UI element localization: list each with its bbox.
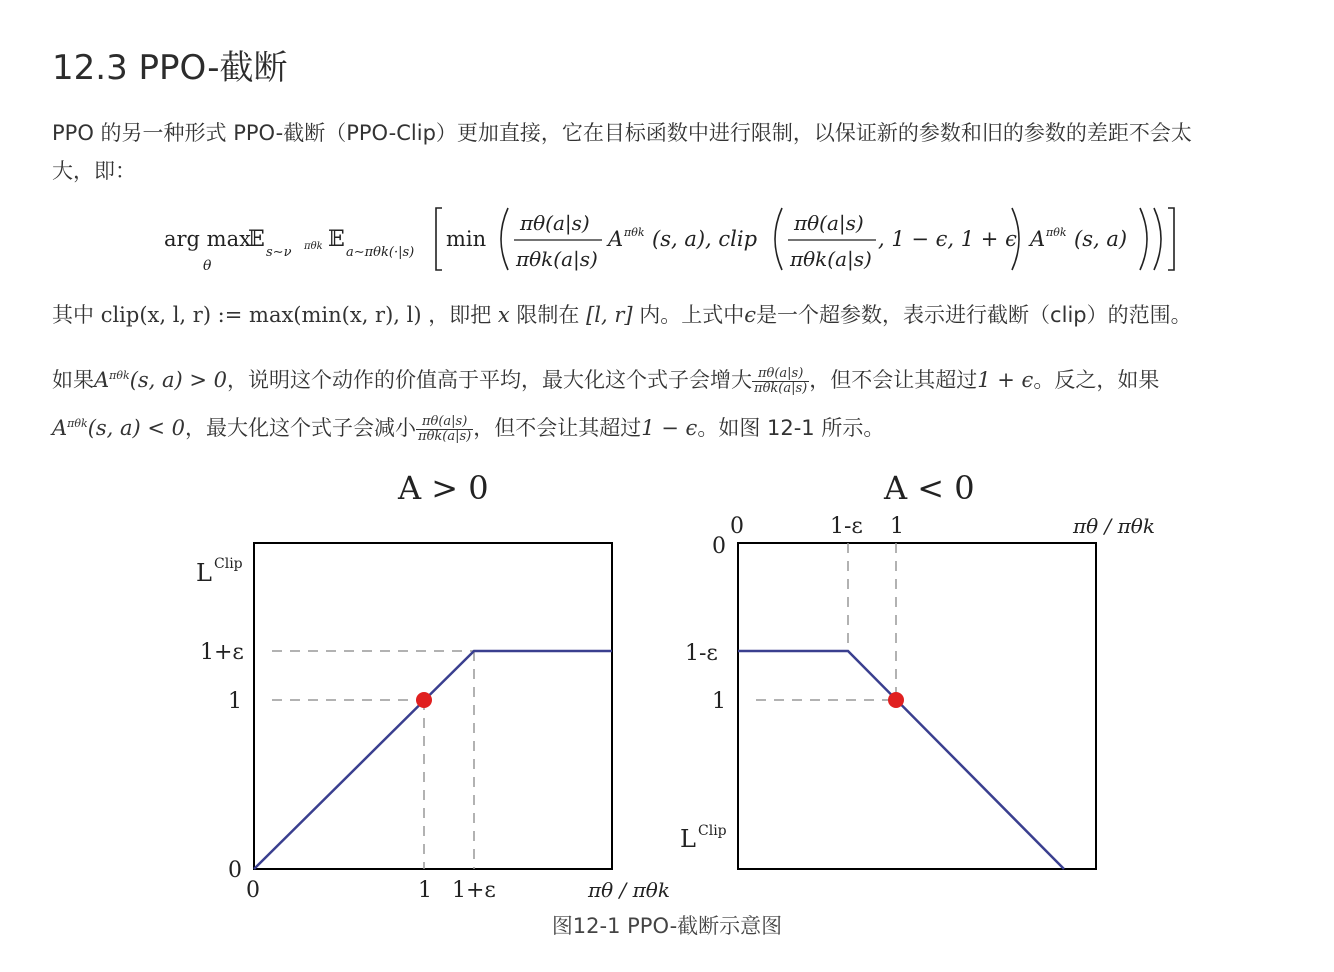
right-xtick-1me: 1-ε xyxy=(830,514,863,539)
section-title: 12.3 PPO-截断 xyxy=(52,48,288,88)
formula-e1-sup: πθk xyxy=(304,241,323,252)
objective-formula xyxy=(160,200,1180,280)
left-title: A > 0 xyxy=(398,469,489,507)
right-ylabel-sup: Clip xyxy=(698,823,727,839)
ratio-fraction-1: $\frac{\pi\theta(a|s)}{\text{πθk(a|s)}}$ xyxy=(754,365,808,396)
formula-adv-args: (s, a), clip xyxy=(652,227,758,251)
formula-adv2-sup: πθk xyxy=(1046,226,1067,239)
right-xlabel: πθ / πθk xyxy=(1073,514,1155,538)
left-clip-curve xyxy=(254,651,612,869)
left-xtick-1pe: 1+ε xyxy=(452,878,496,903)
right-ylabel: L xyxy=(680,825,696,853)
clip-args: , 1 − ϵ, 1 + ϵ xyxy=(878,227,1017,251)
left-bracket xyxy=(436,208,442,270)
formula-e2-sub: a∼πθk(·|s) xyxy=(346,245,415,260)
left-ytick-0: 0 xyxy=(228,858,242,883)
formula-e2: 𝔼 xyxy=(328,227,345,252)
intro-text-line2: 大，即： xyxy=(52,159,136,183)
left-xtick-1: 1 xyxy=(418,878,432,903)
formula-adv: A xyxy=(608,227,624,251)
formula-e1: 𝔼 xyxy=(248,227,265,252)
left-axes-box xyxy=(254,543,612,869)
left-panel xyxy=(196,469,670,903)
formula-adv2-args: (s, a) xyxy=(1074,227,1128,251)
left-current-point xyxy=(416,692,432,708)
intro-text: PPO 的另一种形式 PPO-截断（PPO-Clip）更加直接，它在目标函数中进行限制，以保证新的参数和旧的参数的差距不会太 xyxy=(52,121,1192,145)
right-bracket xyxy=(1168,208,1174,270)
right-title: A < 0 xyxy=(884,469,975,507)
ratio-den: πθk(a|s) xyxy=(516,247,598,271)
left-ylabel: L xyxy=(196,559,212,587)
ratio-num: πθ(a|s) xyxy=(520,211,590,235)
right-axes-box xyxy=(738,543,1096,869)
right-clip-curve xyxy=(738,651,1064,869)
formula-min: min xyxy=(446,227,487,251)
formula-argmax: arg max xyxy=(164,227,251,251)
clip-definition: 其中 clip(x, l, r) := max(min(x, r), l) ，即把 x 限制在 [l, r] 内。上式中ϵ是一个超参数，表示进行截断（clip）的范围。 xyxy=(52,303,1192,327)
ratio-fraction-2: $\frac{\pi\theta(a|s)}{\text{πθk(a|s)}}$ xyxy=(418,413,472,444)
left-xtick-0: 0 xyxy=(246,878,260,903)
formula-adv-sup: πθk xyxy=(624,226,645,239)
clip-def-formula: clip(x, l, r) := max(min(x, r), l) xyxy=(100,303,422,327)
formula-argmax-sub: θ xyxy=(203,258,212,274)
right-ytick-0: 0 xyxy=(712,534,726,559)
right-xtick-1: 1 xyxy=(890,514,904,539)
clip-ratio-den: πθk(a|s) xyxy=(790,247,872,271)
intro-paragraph xyxy=(52,114,1282,190)
explanation-paragraph: 如果$A^{\pi\theta k}(s$, a) > 0，说明这个动作的价值高于平均，最大化这个式子会增大 $\frac{\pi\theta(a|s)}{\text{πθk(a|s)}}$ ，但不会让其超过1 + ϵ。反之，如果 $A^{\pi\theta k}(s$, a) < 0，最大化这个式子会减小 $\frac{\pi\theta(a|s)}{\text{πθk(a|s)}}$ ，但不会让其超过1 − ϵ。如图 12-1 所示。 xyxy=(52,365,1160,444)
left-ytick-1: 1 xyxy=(228,689,242,714)
left-ylabel-sup: Clip xyxy=(214,556,243,572)
right-panel xyxy=(680,469,1155,869)
right-xtick-0: 0 xyxy=(730,514,744,539)
right-ytick-1: 1 xyxy=(712,689,726,714)
formula-e1-sub: s∼ν xyxy=(266,245,292,260)
right-ytick-1me: 1-ε xyxy=(685,641,718,666)
left-paren xyxy=(501,208,508,270)
ppo-clip-figure xyxy=(180,455,1180,910)
left-ytick-1pe: 1+ε xyxy=(200,640,244,665)
clip-ratio-num: πθ(a|s) xyxy=(794,211,864,235)
formula-adv2: A xyxy=(1030,227,1046,251)
left-xlabel: πθ / πθk xyxy=(588,878,670,902)
right-current-point xyxy=(888,692,904,708)
figure-caption: 图12-1 PPO-截断示意图 xyxy=(551,914,783,938)
